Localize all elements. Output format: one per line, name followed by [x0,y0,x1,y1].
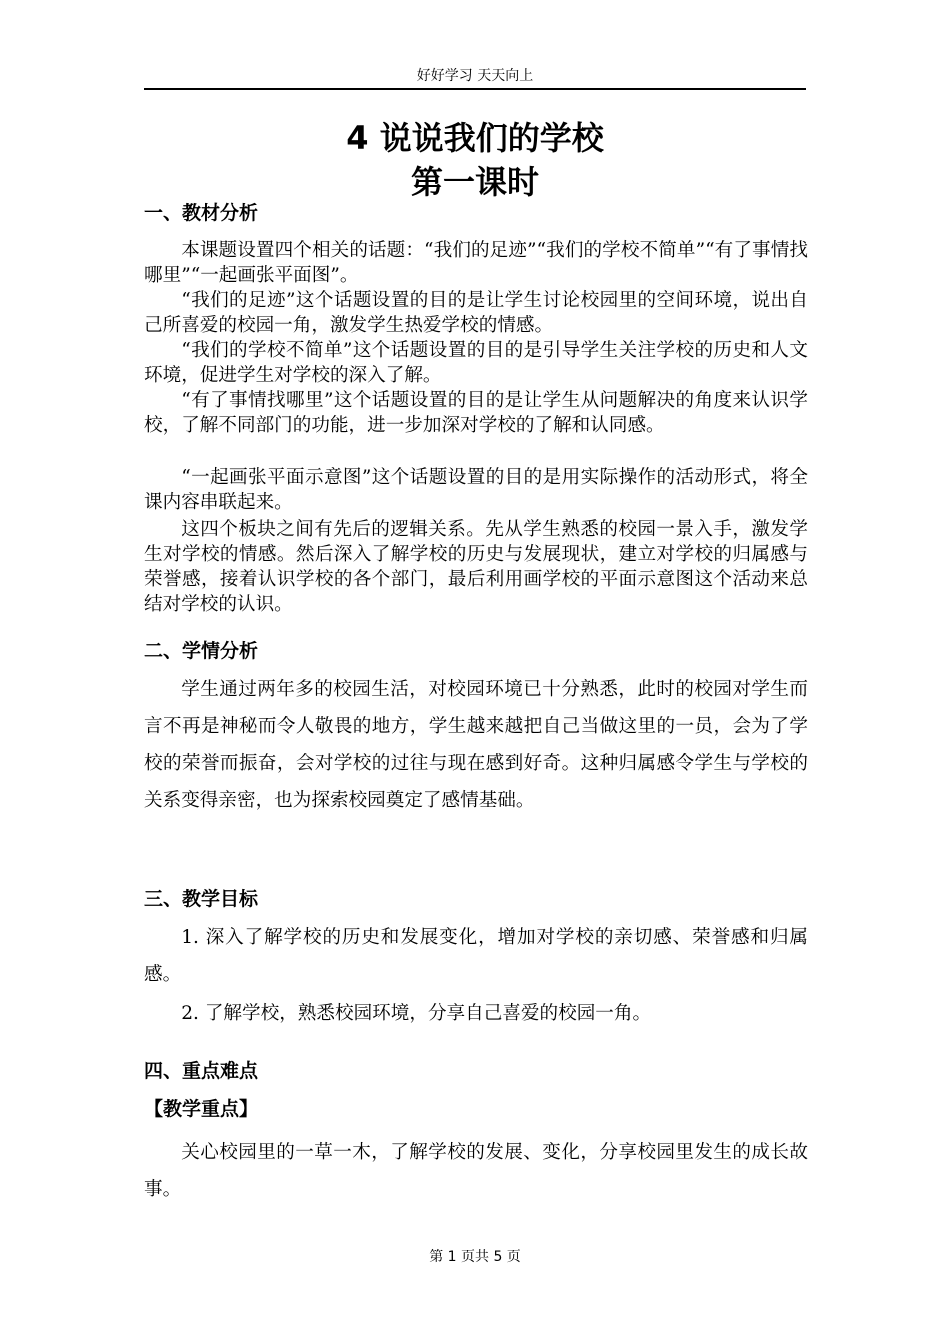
section-heading-textbook-analysis: 一、教材分析 [144,202,259,224]
section-heading-learner-analysis: 二、学情分析 [144,640,259,662]
paragraph: “有了事情找哪里”这个话题设置的目的是让学生从问题解决的角度来认识学校，了解不同部门的功能，进一步加深对学校的了解和认同感。 [144,390,808,436]
document-title: 4 说说我们的学校 [346,119,604,157]
page-footer: 第 1 页共 5 页 [429,1249,521,1265]
paragraph: 2. 了解学校，熟悉校园环境，分享自己喜爱的校园一角。 [181,1003,652,1024]
paragraph: 这四个板块之间有先后的逻辑关系。先从学生熟悉的校园一景入手，激发学生对学校的情感。然后深入了解学校的历史与发展现状，建立对学校的归属感与荣誉感，接着认识学校的各个部门，最后利用画学校的平面示意图这个活动来总结对学校的认识。 [144,519,808,615]
paragraph: 1. 深入了解学校的历史和发展变化，增加对学校的亲切感、荣誉感和归属感。 [144,927,808,985]
paragraph: “我们的学校不简单”这个话题设置的目的是引导学生关注学校的历史和人文环境，促进学生对学校的深入了解。 [144,340,808,386]
section-heading-key-points: 四、重点难点 [144,1060,259,1082]
header-divider [144,88,806,90]
subheading-teaching-focus: 【教学重点】 [144,1098,259,1120]
paragraph: 学生通过两年多的校园生活，对校园环境已十分熟悉，此时的校园对学生而言不再是神秘而令人敬畏的地方，学生越来越把自己当做这里的一员，会为了学校的荣誉而振奋，会对学校的过往与现在感到好奇。这种归属感令学生与学校的关系变得亲密，也为探索校园奠定了感情基础。 [144,679,808,811]
paragraph: 关心校园里的一草一木，了解学校的发展、变化，分享校园里发生的成长故事。 [144,1142,808,1200]
page-header: 好好学习 天天向上 [416,68,534,84]
document-subtitle: 第一课时 [410,163,539,201]
paragraph: “一起画张平面示意图”这个话题设置的目的是用实际操作的活动形式，将全课内容串联起来。 [144,467,808,513]
section-heading-teaching-goals: 三、教学目标 [144,888,259,910]
paragraph: 本课题设置四个相关的话题：“我们的足迹”“我们的学校不简单”“有了事情找哪里”“一起画张平面图”。 [144,240,808,286]
paragraph: “我们的足迹”这个话题设置的目的是让学生讨论校园里的空间环境，说出自己所喜爱的校园一角，激发学生热爱学校的情感。 [144,290,808,336]
